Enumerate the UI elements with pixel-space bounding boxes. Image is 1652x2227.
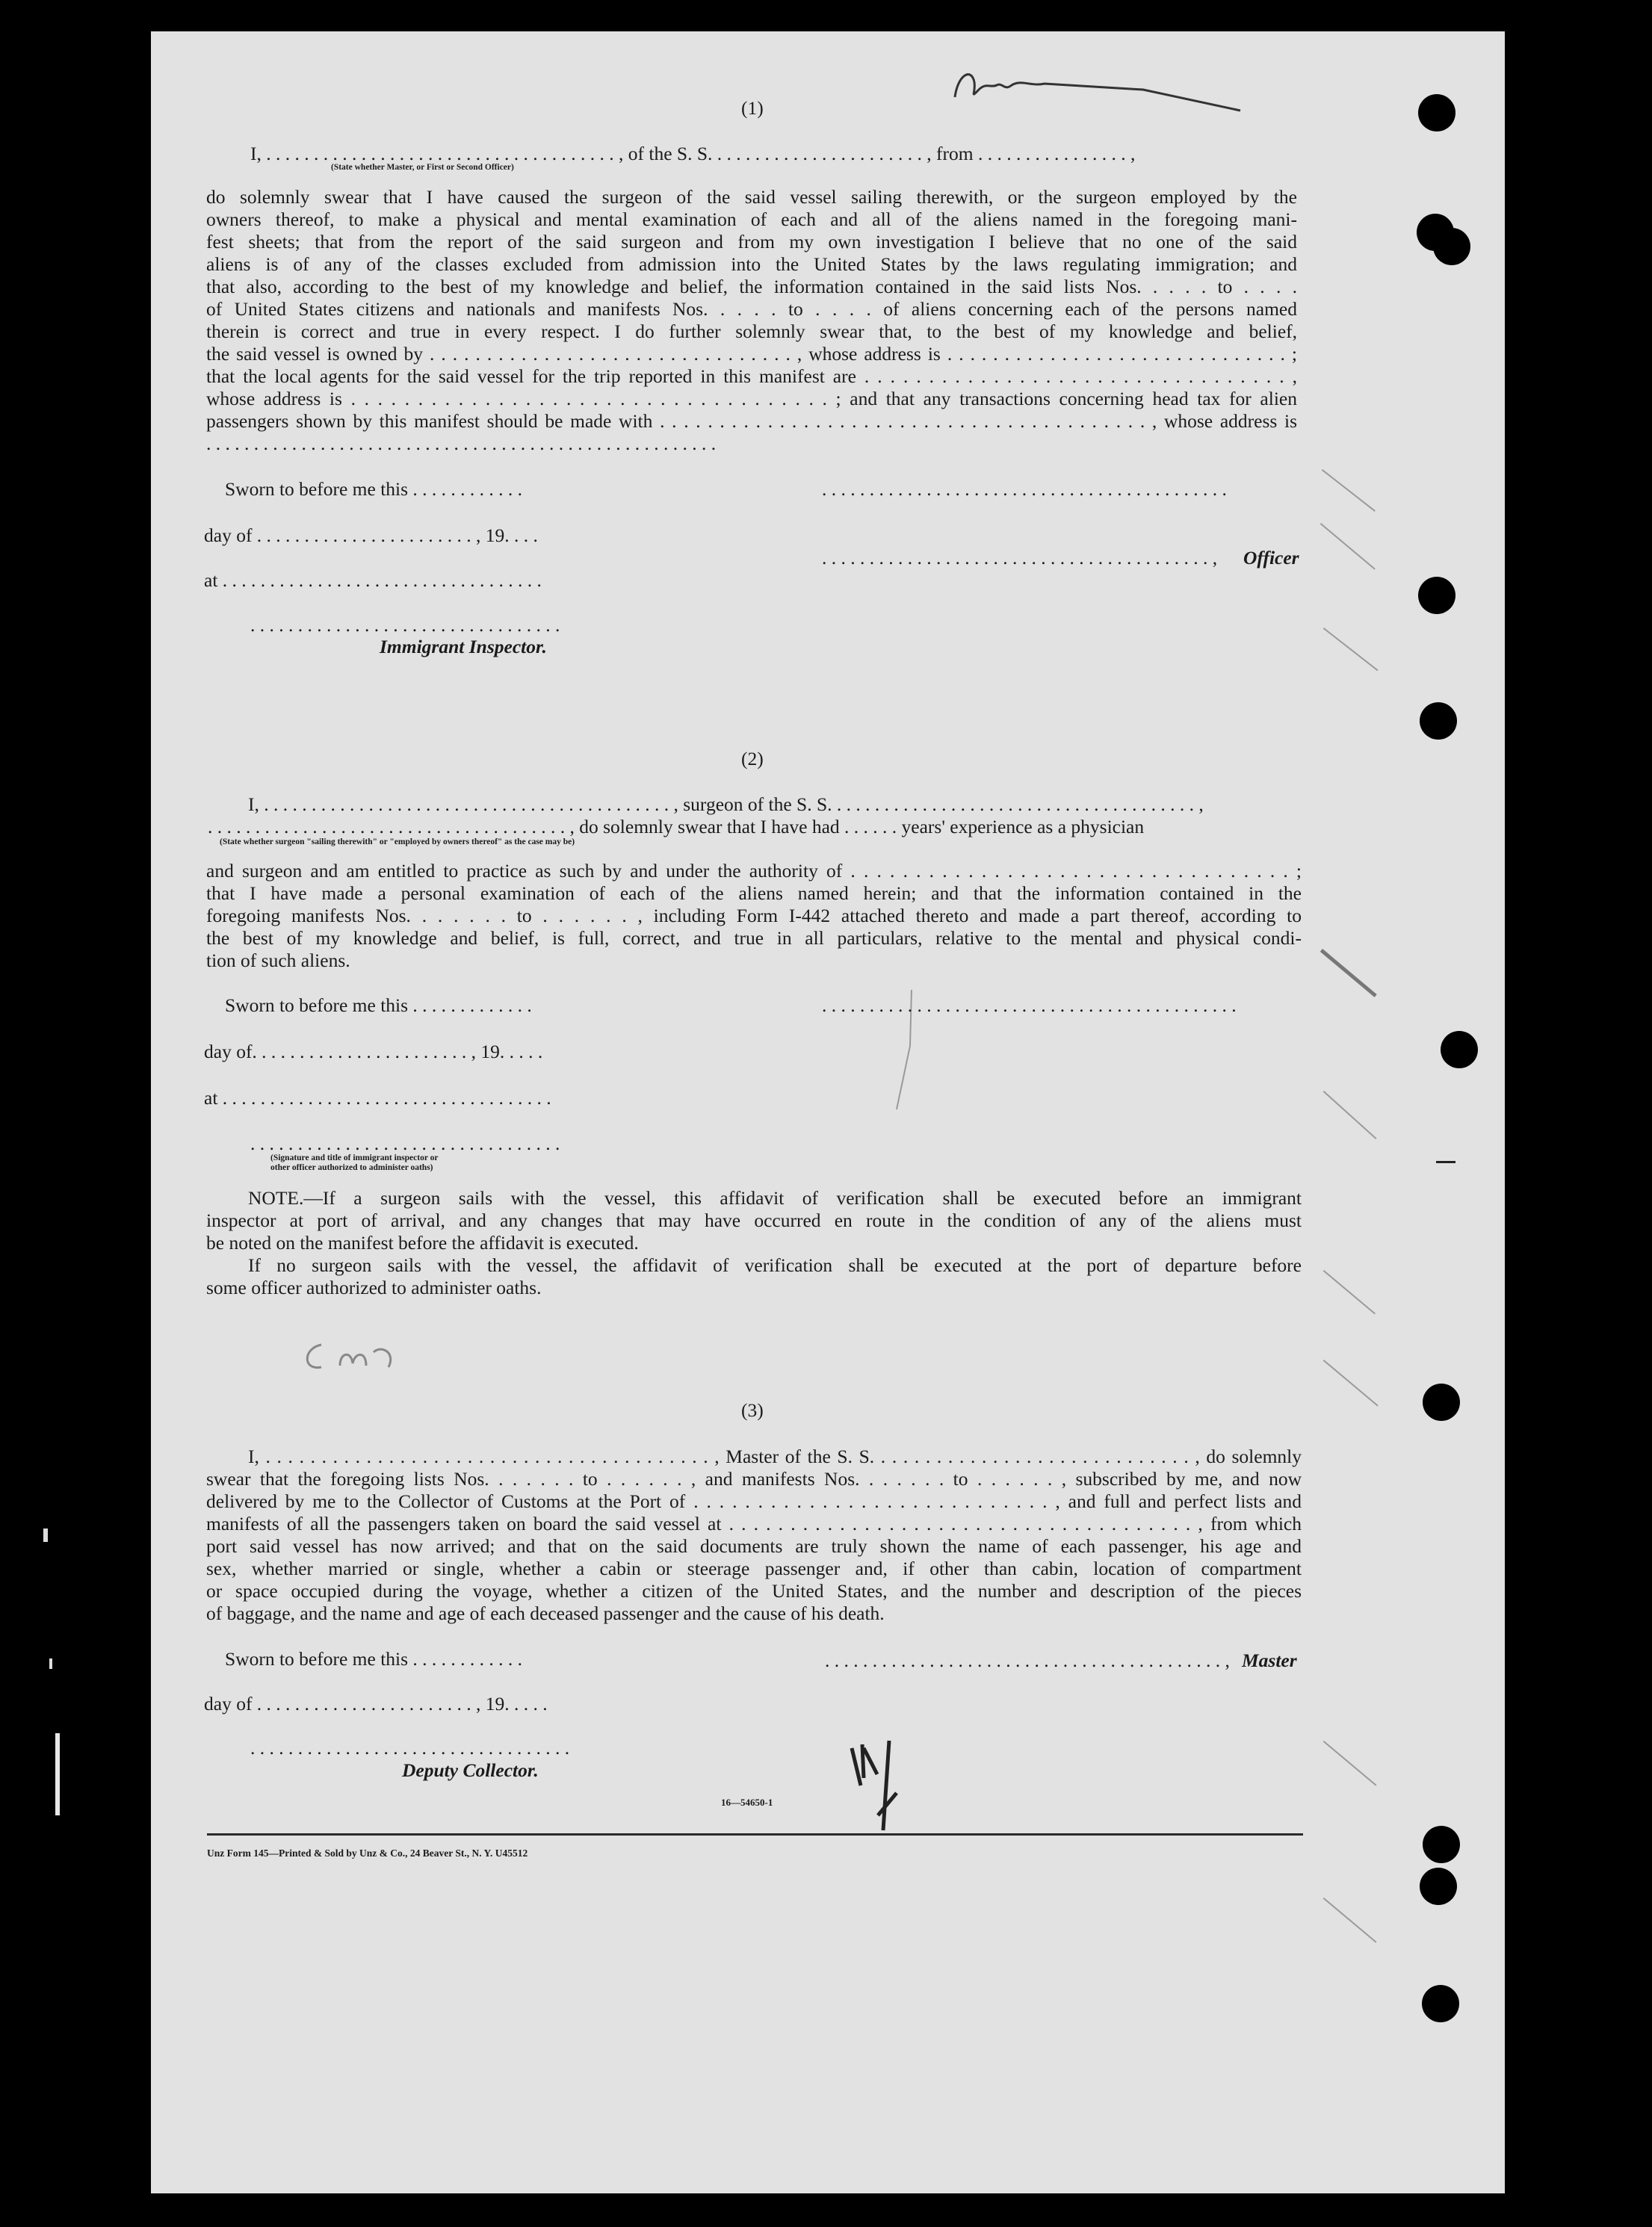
- day-of-line: day of . . . . . . . . . . . . . . . . . . . . . . . , 19. . . . .: [204, 1693, 548, 1715]
- text-line: or space occupied during the voyage, whether a citizen of the United States, and the number and description of the pieces: [206, 1580, 1302, 1602]
- text-line: foregoing manifests Nos. . . . . . . to . . . . . . , including Form I-442 attached thereto and made a part thereof, according to: [206, 905, 1302, 926]
- master-label: Master: [1242, 1650, 1297, 1671]
- collector-signature-line: . . . . . . . . . . . . . . . . . . . . . . . . . . . . . . . . . .: [250, 1737, 570, 1759]
- footer-imprint: Unz Form 145—Printed & Sold by Unz & Co., 24 Beaver St., N. Y. U45512: [207, 1847, 528, 1859]
- binder-hole: [1441, 1031, 1478, 1068]
- text-line: tion of such aliens.: [206, 950, 350, 971]
- edge-speck: [49, 1658, 52, 1669]
- text-line: NOTE.—If a surgeon sails with the vessel, this affidavit of verification shall be executed before an immigrant: [248, 1187, 1302, 1209]
- text-line: whose address is . . . . . . . . . . . . . . . . . . . . . . . . . . . . . . . . . . . . ; and that any transactions concerning head tax for alien: [206, 388, 1297, 409]
- binder-hole: [1420, 702, 1457, 740]
- binder-hole: [1420, 1868, 1457, 1905]
- day-of-line: day of. . . . . . . . . . . . . . . . . . . . . . . , 19. . . . .: [204, 1041, 543, 1062]
- binder-hole: [1433, 228, 1470, 265]
- text-line: that the local agents for the said vessel for the trip reported in this manifest are . . . . . . . . . . . . . . . . . . . . . . . . . . . . . . . . . ,: [206, 365, 1297, 387]
- signature-note: (Signature and title of immigrant inspector or: [270, 1153, 439, 1162]
- handwritten-signature: [949, 60, 1248, 120]
- text-line: and surgeon and am entitled to practice as such by and under the authority of . . . . . . . . . . . . . . . . . . . . . . . . . . . . . . . . . . ;: [206, 860, 1302, 882]
- section-number: (1): [741, 97, 764, 119]
- text-line: therein is correct and true in every respect. I do further solemnly swear that, to the best of my knowledge and belief,: [206, 320, 1297, 342]
- inspector-signature-line: . . . . . . . . . . . . . . . . . . . . . . . . . . . . . . . . .: [250, 614, 560, 636]
- text-line: If no surgeon sails with the vessel, the affidavit of verification shall be executed at the port of departure before: [248, 1254, 1302, 1276]
- text-line: I, . . . . . . . . . . . . . . . . . . . . . . . . . . . . . . . . . . . . . . . . , Master of the S. S. . . . . . . . . . . . . . . . . . . . . . . . . . . . . , do solemnly: [248, 1446, 1302, 1467]
- binder-hole: [1423, 1384, 1460, 1421]
- sworn-line: Sworn to before me this . . . . . . . . . . . .: [225, 1648, 523, 1670]
- inspector-label: Immigrant Inspector.: [380, 636, 547, 657]
- binder-hole: [1423, 1826, 1460, 1863]
- text-line: the said vessel is owned by . . . . . . . . . . . . . . . . . . . . . . . . . . . . . . . . , whose address is . . . . . . . . . . . . . . . . . . . . . . . . . . . . . . ;: [206, 343, 1297, 365]
- faint-handwriting: [299, 1330, 411, 1382]
- officer-line: . . . . . . . . . . . . . . . . . . . . . . . . . . . . . . . . . . . . . . . . . . .: [822, 478, 1227, 500]
- signature-note: other officer authorized to administer oaths): [270, 1163, 433, 1172]
- at-line: at . . . . . . . . . . . . . . . . . . . . . . . . . . . . . . . . . .: [204, 569, 542, 591]
- text-line: owners thereof, to make a physical and mental examination of each and all of the aliens named in the foregoing mani-: [206, 208, 1297, 230]
- section-number: (3): [741, 1399, 764, 1421]
- right-signature-line: . . . . . . . . . . . . . . . . . . . . . . . . . . . . . . . . . . . . . . . . . . . .: [822, 994, 1237, 1016]
- text-line: inspector at port of arrival, and any changes that may have occurred en route in the condition of any of the aliens must: [206, 1209, 1302, 1231]
- at-line: at . . . . . . . . . . . . . . . . . . . . . . . . . . . . . . . . . . .: [204, 1087, 551, 1109]
- form-number: 16—54650-1: [721, 1797, 773, 1808]
- edge-speck: [55, 1733, 60, 1815]
- officer-label: Officer: [1243, 547, 1299, 569]
- binder-hole: [1418, 94, 1455, 131]
- text-line: do solemnly swear that I have caused the surgeon of the said vessel sailing therewith, or the surgeon employed by the: [206, 186, 1297, 208]
- collector-label: Deputy Collector.: [402, 1759, 539, 1781]
- text-line: of United States citizens and nationals and manifests Nos. . . . . to . . . . of aliens concerning each of the persons named: [206, 298, 1297, 320]
- master-note: (State whether Master, or First or Second Officer): [331, 163, 514, 172]
- surgeon-line: I, . . . . . . . . . . . . . . . . . . . . . . . . . . . . . . . . . . . . . . . . . . . , surgeon of the S. S. . . . . . . . . . . . . . . . . . . . . . . . . . . . . . . . . . . . . . . ,: [248, 793, 1204, 815]
- text-line: manifests of all the passengers taken on board the said vessel at . . . . . . . . . . . . . . . . . . . . . . . . . . . . . . . . . . . . . . , from which: [206, 1513, 1302, 1534]
- officer-signature-line: . . . . . . . . . . . . . . . . . . . . . . . . . . . . . . . . . . . . . . . . . ,: [822, 547, 1218, 569]
- edge-speck: [43, 1528, 48, 1542]
- edge-dash: [1436, 1161, 1455, 1163]
- sworn-line: Sworn to before me this . . . . . . . . . . . . .: [225, 994, 532, 1016]
- day-of-line: day of . . . . . . . . . . . . . . . . . . . . . . . , 19. . . .: [204, 524, 538, 546]
- handwritten-mark: [844, 1733, 926, 1838]
- text-line: that also, according to the best of my knowledge and belief, the information contained in the said lists Nos. . . . . to . . . .: [206, 276, 1297, 297]
- text-line: . . . . . . . . . . . . . . . . . . . . . . . . . . . . . . . . . . . . . . . . . . . . . . . . . . . . . .: [206, 433, 717, 454]
- experience-line: . . . . . . . . . . . . . . . . . . . . . . . . . . . . . . . . . . . . . . , do solemnly swear that I have had . . . . . . years' experience as a physician: [208, 816, 1145, 837]
- text-line: aliens is of any of the classes excluded from admission into the United States by the laws regulating immigration; and: [206, 253, 1297, 275]
- text-line: of baggage, and the name and age of each deceased passenger and the cause of his death.: [206, 1602, 885, 1624]
- text-line: port said vessel has now arrived; and that on the said documents are truly shown the name of each passenger, his age and: [206, 1535, 1302, 1557]
- text-line: passengers shown by this manifest should be made with . . . . . . . . . . . . . . . . . . . . . . . . . . . . . . . . . . . . . . . . . , whose address is: [206, 410, 1297, 432]
- binder-hole: [1418, 577, 1455, 614]
- footer-rule: [207, 1833, 1303, 1836]
- text-line: be noted on the manifest before the affidavit is executed.: [206, 1232, 639, 1254]
- section-number: (2): [741, 748, 764, 769]
- signature-line: . . . . . . . . . . . . . . . . . . . . . . . . . . . . . . . . .: [250, 1133, 560, 1154]
- surgeon-note: (State whether surgeon "sailing therewith" or "employed by owners thereof" as the case may be): [220, 837, 575, 846]
- master-signature-line: . . . . . . . . . . . . . . . . . . . . . . . . . . . . . . . . . . . . . . . . . . ,: [825, 1650, 1230, 1671]
- binder-hole: [1422, 1985, 1459, 2022]
- master-line: I, . . . . . . . . . . . . . . . . . . . . . . . . . . . . . . . . . . . . . , of the S. S. . . . . . . . . . . . . . . . . . . . . . . , from . . . . . . . . . . . . . . . . ,: [250, 143, 1136, 164]
- text-line: some officer authorized to administer oaths.: [206, 1277, 542, 1298]
- text-line: delivered by me to the Collector of Customs at the Port of . . . . . . . . . . . . . . . . . . . . . . . . . . . . , and full and perfect lists and: [206, 1490, 1302, 1512]
- text-line: that I have made a personal examination of each of the aliens named herein; and that the information contained in the: [206, 882, 1302, 904]
- text-line: fest sheets; that from the report of the said surgeon and from my own investigation I believe that no one of the said: [206, 231, 1297, 253]
- text-line: the best of my knowledge and belief, is full, correct, and true in all particulars, relative to the mental and physical condi-: [206, 927, 1302, 949]
- text-line: sex, whether married or single, whether a cabin or steerage passenger and, if other than cabin, location of compartment: [206, 1558, 1302, 1579]
- text-line: swear that the foregoing lists Nos. . . . . . . to . . . . . . , and manifests Nos. . . . . . . to . . . . . . , subscribed by me, and now: [206, 1468, 1302, 1490]
- sworn-line: Sworn to before me this . . . . . . . . . . . .: [225, 478, 523, 500]
